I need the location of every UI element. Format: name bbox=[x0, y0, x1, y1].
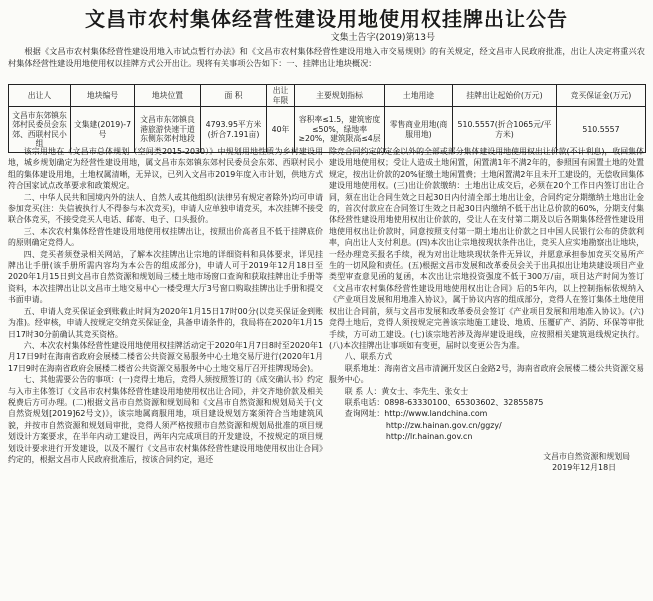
right-column bbox=[329, 146, 644, 596]
contact-website-2[interactable]: http://zw.hainan.gov.cn/ggzy/ bbox=[385, 420, 502, 430]
cell-term: 40年 bbox=[267, 107, 295, 153]
cell-start-price: 510.5557(折合1065元/平方米) bbox=[453, 107, 557, 153]
paragraph-land-description: 该宗用地在《文昌市总体规划（空间类2015-2030）》中规划用地性质为乡村建设用地，城乡规划确定为经营性建设用地，属文昌市东郊镇东郊村民委员会东郊、西联村民小组的集体建设用地，土地权属清晰，无异议，已列入文昌市2019年度入市计划，供地方式符合国家试点改革要求和政策规定。 bbox=[8, 147, 323, 191]
left-column bbox=[8, 146, 323, 596]
cell-location: 文昌市东郊镇良港旅游快速干道东侧东郊村地段 bbox=[135, 107, 201, 153]
paragraph-application: 四、竞买者须登录相关网站，了解本次挂牌出让宗地的详细资料和具体要求，详见挂牌出让手册(该手册所需内容均为本公告的组成部分)，申请人可于2019年12月18日至2020年1月15日到文昌市自然资源和规划局三楼土地市场窗口查询和获取挂牌出让手册等资料，本次挂牌出让以文昌市土地交易中心一楼受理大厅3号窗口购取挂牌出让手册和提交书面申请。 bbox=[8, 249, 323, 305]
intro-paragraph: 根据《文昌市农村集体经营性建设用地入市试点暂行办法》和《文昌市农村集体经营性建设用地入市交易规则》的有关规定，经文昌市人民政府批准，出让人决定将重兴农村集体经营性建设用地使用权以挂牌方式公开出让。现将有关事项公告如下：一、挂牌出让地块概况： bbox=[8, 46, 645, 68]
cell-usage: 零售商业用地(商服用地) bbox=[385, 107, 453, 153]
contact-website-1[interactable]: 查询网址：http://www.landchina.com bbox=[344, 409, 488, 419]
column-header-location: 地块位置 bbox=[135, 85, 201, 107]
cell-indicators: 容积率≤1.5，建筑密度≤50%，绿地率≥20%，建筑限高≤4层 bbox=[295, 107, 385, 153]
contact-person: 联 系 人：黄女士、李先生、张女士 bbox=[344, 386, 469, 396]
paragraph-other-matters-continued: 除竞合同约定的定金以外的全部或部分集体建设用地使用权出让价款(不计利息)，收回集体建设用地使用权；受让人造成土地闲置，闲置满1年不满2年的，参照国有闲置土地的处置规定，按出让价款的20%征缴土地闲置费；土地闲置满2年且未开工建设的，无偿收回集体建设用地使用权。(三)出让价款缴纳：土地出让成交后，必须在20个工作日内签订出让合同，须在出让合同生效之日起30日内付清全部土地出让金，合同约定分期缴纳土地出让金的，首次付款应在合同签订生效之日起30日内缴纳不低于出让总价款的60%，分期支付集体经营性建设用地使用权出让价款的，受让人在支付第二期及以后各期集体经营性建设用地使用权出让价款时，同意按照支付第一期土地出让价款之日中国人民银行公布的贷款利率，向出让人支付利息。(四)本次出让宗地按现状条件出让，竞买人应实地勘察出让地块，一经办理竞买报名手续，视为对出让地块现状条件无异议，并愿意承担参加竞买交易所产生的一切风险和责任。(五)根据文昌市发展和改革委员会关于出具拟出让地块建设项目产业类型审查意见函的复函，本次出让宗地投资强度不低于300万/亩，项目达产时间为签订《文昌市农村集体经营性建设用地使用权出让合同》后的5年内，以上控制指标依规纳入《产业项目发展和用地准入协议》，属于协议内容的组成部分，竞得人在签订集体土地使用权出让合同前，须与文昌市发展和改革委员会签订《产业项目发展和用地准入协议》。(六)竞得土地后，竞得人须按规定完善该宗地施工建设、地质、压覆矿产、消防、环保等审批手续，方可动工建设。(七)该宗地若涉及海岸建设退线，应按照相关建筑退线规定执行。(八)本次挂牌出让事项如有变更，届时以变更公告为准。 bbox=[329, 147, 644, 350]
document-number: 文集土告字(2019)第13号 bbox=[330, 33, 435, 43]
contact-heading: 八、联系方式 bbox=[344, 352, 393, 362]
page-title: 文昌市农村集体经营性建设用地使用权挂牌出让公告 bbox=[85, 7, 568, 31]
column-header-area: 面 积 bbox=[201, 85, 267, 107]
cell-seller: 文昌市东郊镇东郊村民委员会东郊、西联村民小组 bbox=[9, 107, 71, 153]
contact-phone: 联系电话：0898-63330100、65303602、32855875 bbox=[344, 397, 544, 407]
paragraph-winner-rule: 三、本次农村集体经营性建设用地使用权挂牌出让，按照出价高者且不低于挂牌底价的原则确定竞得人。 bbox=[8, 226, 323, 248]
cell-deposit: 510.5557 bbox=[557, 107, 646, 153]
cell-parcel-no: 文集建(2019)-7号 bbox=[71, 107, 135, 153]
column-header-seller: 出让人 bbox=[9, 85, 71, 107]
paragraph-bidder-eligibility: 二、中华人民共和国境内外的法人、自然人或其他组织(法律另有规定者除外)均可申请参加竞买(注：失信被执行人不得参与本次竞买)，申请人应单独申请竞买，本次挂牌不接受联合体竞买，不接受竞买人电话、邮寄、电子、口头报价。 bbox=[8, 192, 323, 225]
paragraph-listing-schedule: 六、本次农村集体经营性建设用地使用权挂牌活动定于2020年1月7日8时至2020年1月17日9时在海南省政府会展楼二楼省公共资源交易服务中心土地交易厅进行(2020年1月17日9时在海南省政府会展楼二楼省公共资源交易服务中心土地交易厅召开挂牌现场会)。 bbox=[8, 340, 323, 373]
column-header-parcel-no: 地块编号 bbox=[71, 85, 135, 107]
contact-address: 联系地址：海南省文昌市清澜开发区白金路2号，海南省政府会展楼二楼公共资源交易服务中心。 bbox=[329, 363, 644, 385]
column-header-usage: 土地用途 bbox=[385, 85, 453, 107]
table-header-row bbox=[9, 85, 646, 107]
column-header-indicators: 主要规划指标 bbox=[295, 85, 385, 107]
column-header-term: 出让年限 bbox=[267, 85, 295, 107]
body-columns bbox=[8, 146, 645, 596]
parcel-table bbox=[8, 84, 646, 153]
signature-organization: 文昌市自然资源和规划局 bbox=[543, 451, 630, 461]
paragraph-deposit-deadline: 五、申请人竞买保证金到账截止时间为2020年1月15日17时00分(以竞买保证金到账为准)。经审核，申请人按规定交纳竞买保证金，具备申请条件的，我局将在2020年1月15日17时30分前确认其竞买资格。 bbox=[8, 306, 323, 339]
cell-area: 4793.95平方米(折合7.191亩) bbox=[201, 107, 267, 153]
column-header-start-price: 挂牌出让起始价(万元) bbox=[453, 85, 557, 107]
signature-date: 2019年12月18日 bbox=[552, 462, 616, 472]
paragraph-other-matters: 七、其他需要公告的事项：(一)竞得土地后，竞得人须按照签订的《成交确认书》约定与入市主体签订《文昌市农村集体经营性建设用地使用权出让合同》，并交齐地价款及相关税费后方可办理。(二)根据文昌市自然资源和规划局和《文昌市自然资源和规划局关于(文自然资规划[2019]62号文)》，该宗地属商服用地，项目建设规划方案须符合当地建筑风貌，并按市自然资源和规划局审批，竞得人须严格按照市自然资源和规划局批准的项目规划设计方案要求，在半年内动工建设目，两年内完成项目的开发建设，不按规定的项目规划设计要求进行开发建设，以及不履行《文昌市农村集体经营性建设用地使用权出让合同》约定的，根据文昌市人民政府批准后，按该合同约定，退还 bbox=[8, 375, 323, 464]
contact-website-3[interactable]: http://lr.hainan.gov.cn bbox=[385, 432, 473, 442]
column-header-deposit: 竞买保证金(万元) bbox=[557, 85, 646, 107]
